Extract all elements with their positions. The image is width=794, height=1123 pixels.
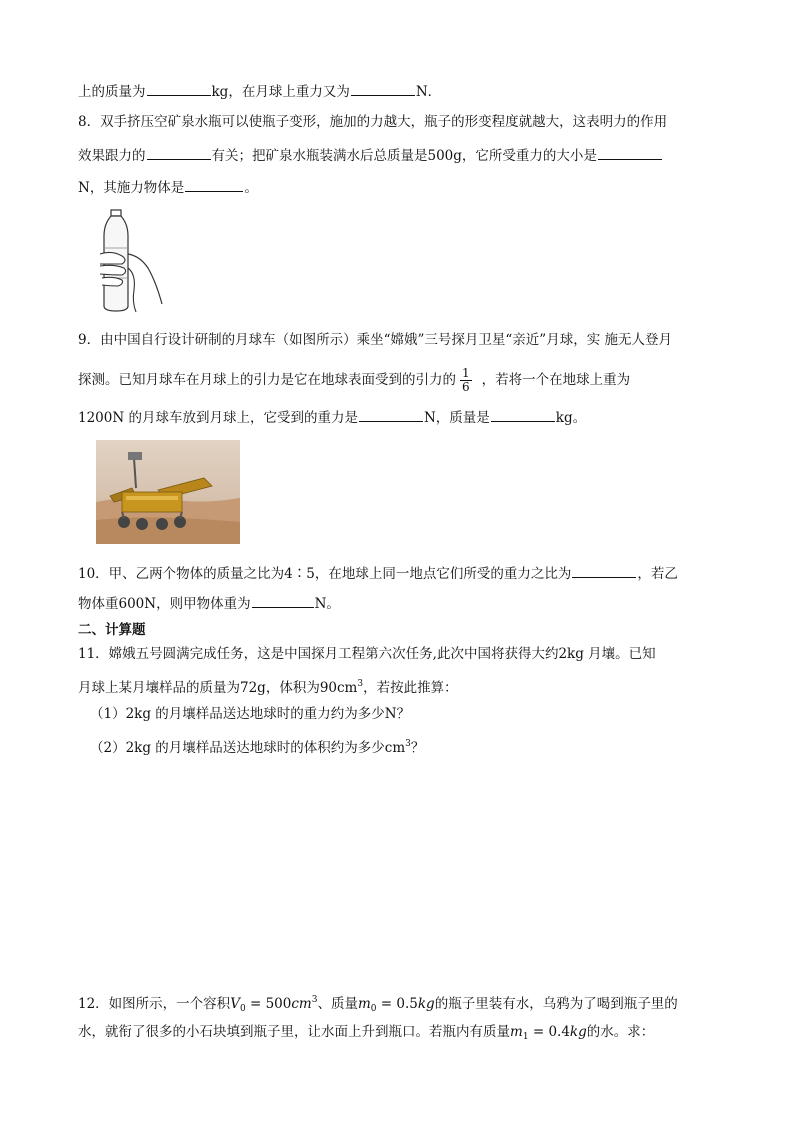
q9-text-d: N，质量是 (423, 410, 490, 426)
q8-text-d: 。 (244, 180, 258, 196)
q12-line-2 (78, 1022, 654, 1047)
superscript: 3 (405, 739, 411, 749)
q12-text-a: 12．如图所示，一个容积 (78, 996, 231, 1012)
math-value: = 0.5 (376, 996, 418, 1012)
answer-blank (147, 144, 211, 160)
math-value: = 0.4 (528, 1024, 570, 1040)
q8-line-2 (78, 144, 663, 166)
q9-text-b: ，若将一个在地球上重为 (481, 372, 631, 388)
subscript: 0 (239, 1004, 246, 1014)
q8-line-1: 8．双手挤压空矿泉水瓶可以使瓶子变形，施加的力越大，瓶子的形变程度就越大，这表明力的作用 (78, 114, 668, 130)
q12-text-e: 的水。求： (586, 1024, 655, 1040)
q9-text-e: kg。 (555, 410, 587, 426)
subscript: 0 (370, 1004, 377, 1014)
answer-blank (598, 144, 662, 160)
math-unit: cm (291, 996, 312, 1012)
q10-line-2 (78, 592, 340, 614)
q10-text-d: N。 (314, 596, 340, 612)
fraction-one-sixth (460, 367, 472, 394)
answer-blank (185, 176, 243, 192)
q10-text-c: 物体重600N，则甲物体重为 (78, 596, 251, 612)
q11-sub-question-1: （1）2kg 的月壤样品送达地球时的重力约为多少N？ (90, 706, 411, 722)
answer-blank (351, 80, 415, 96)
q7-tail-line (78, 80, 441, 102)
q8-text-b: 有关；把矿泉水瓶装满水后总质量是500g，它所受重力的大小是 (211, 148, 597, 164)
q12-text-d: 水，就衔了很多的小石块填到瓶子里，让水面上升到瓶口。若瓶内有质量 (78, 1024, 510, 1040)
section-heading: 二、计算题 (78, 622, 146, 638)
mass-m0 (358, 996, 377, 1012)
answer-blank (572, 562, 636, 578)
q12-text-c: 的瓶子里装有水，乌鸦为了喝到瓶子里的 (434, 996, 678, 1012)
math-unit: kg (569, 1024, 587, 1040)
q8-text-c: N，其施力物体是 (78, 180, 185, 196)
q9-line-2 (78, 364, 630, 396)
q9-line-1: 9．由中国自行设计研制的月球车（如图所示）乘坐“嫦娥”三号探月卫星“亲近”月球，实 施无人登月 (78, 332, 672, 348)
q9-text-a: 探测。已知月球车在月球上的引力是它在地球表面受到的引力的 (78, 372, 456, 388)
answer-blank (359, 406, 423, 422)
q7-text-1: 上的质量为 (78, 84, 146, 100)
answer-blank (147, 80, 211, 96)
math-unit: kg (417, 996, 435, 1012)
q11-line-2 (78, 674, 458, 698)
math-value: = 500 (245, 996, 292, 1012)
volume-v0 (230, 996, 245, 1012)
q11-text-a: 月球上某月壤样品的质量为72g，体积为90cm (78, 680, 358, 696)
lunar-rover-photo (96, 440, 240, 544)
q11-sub2-text-a: （2）2kg 的月壤样品送达地球时的体积约为多少cm (90, 740, 406, 756)
q10-line-1 (78, 562, 678, 584)
math-symbol: m (357, 996, 371, 1012)
answer-blank (491, 406, 555, 422)
q8-text-a: 效果跟力的 (78, 148, 146, 164)
q11-sub2-text-b: ？ (410, 740, 425, 756)
q12-line-1 (78, 990, 678, 1019)
q10-text-b: ，若乙 (637, 566, 678, 582)
bottle-in-hand-figure (92, 208, 164, 314)
q11-sub-question-2 (90, 734, 424, 758)
q11-text-b: ，若按此推算： (363, 680, 458, 696)
fraction-denominator: 6 (462, 380, 470, 394)
superscript: 3 (357, 679, 364, 689)
answer-blank (252, 592, 314, 608)
q9-line-3 (78, 406, 586, 428)
q11-line-1: 11．嫦娥五号圆满完成任务，这是中国探月工程第六次任务,此次中国将获得大约2kg 月壤。已知 (78, 646, 656, 662)
subscript: 1 (522, 1032, 529, 1042)
math-symbol: m (510, 1024, 523, 1040)
q9-text-c: 1200N 的月球车放到月球上，它受到的重力是 (78, 410, 358, 426)
q7-text-2: kg，在月球上重力又为 (211, 84, 350, 100)
q12-text-b: 、质量 (317, 996, 358, 1012)
superscript: 3 (311, 995, 318, 1005)
q7-text-3: N． (415, 84, 442, 100)
q8-line-3 (78, 176, 258, 198)
math-symbol: V (230, 996, 240, 1012)
mass-m1 (510, 1024, 529, 1040)
fraction-numerator: 1 (462, 366, 470, 380)
q10-text-a: 10．甲、乙两个物体的质量之比为4∶5，在地球上同一地点它们所受的重力之比为 (78, 566, 572, 582)
